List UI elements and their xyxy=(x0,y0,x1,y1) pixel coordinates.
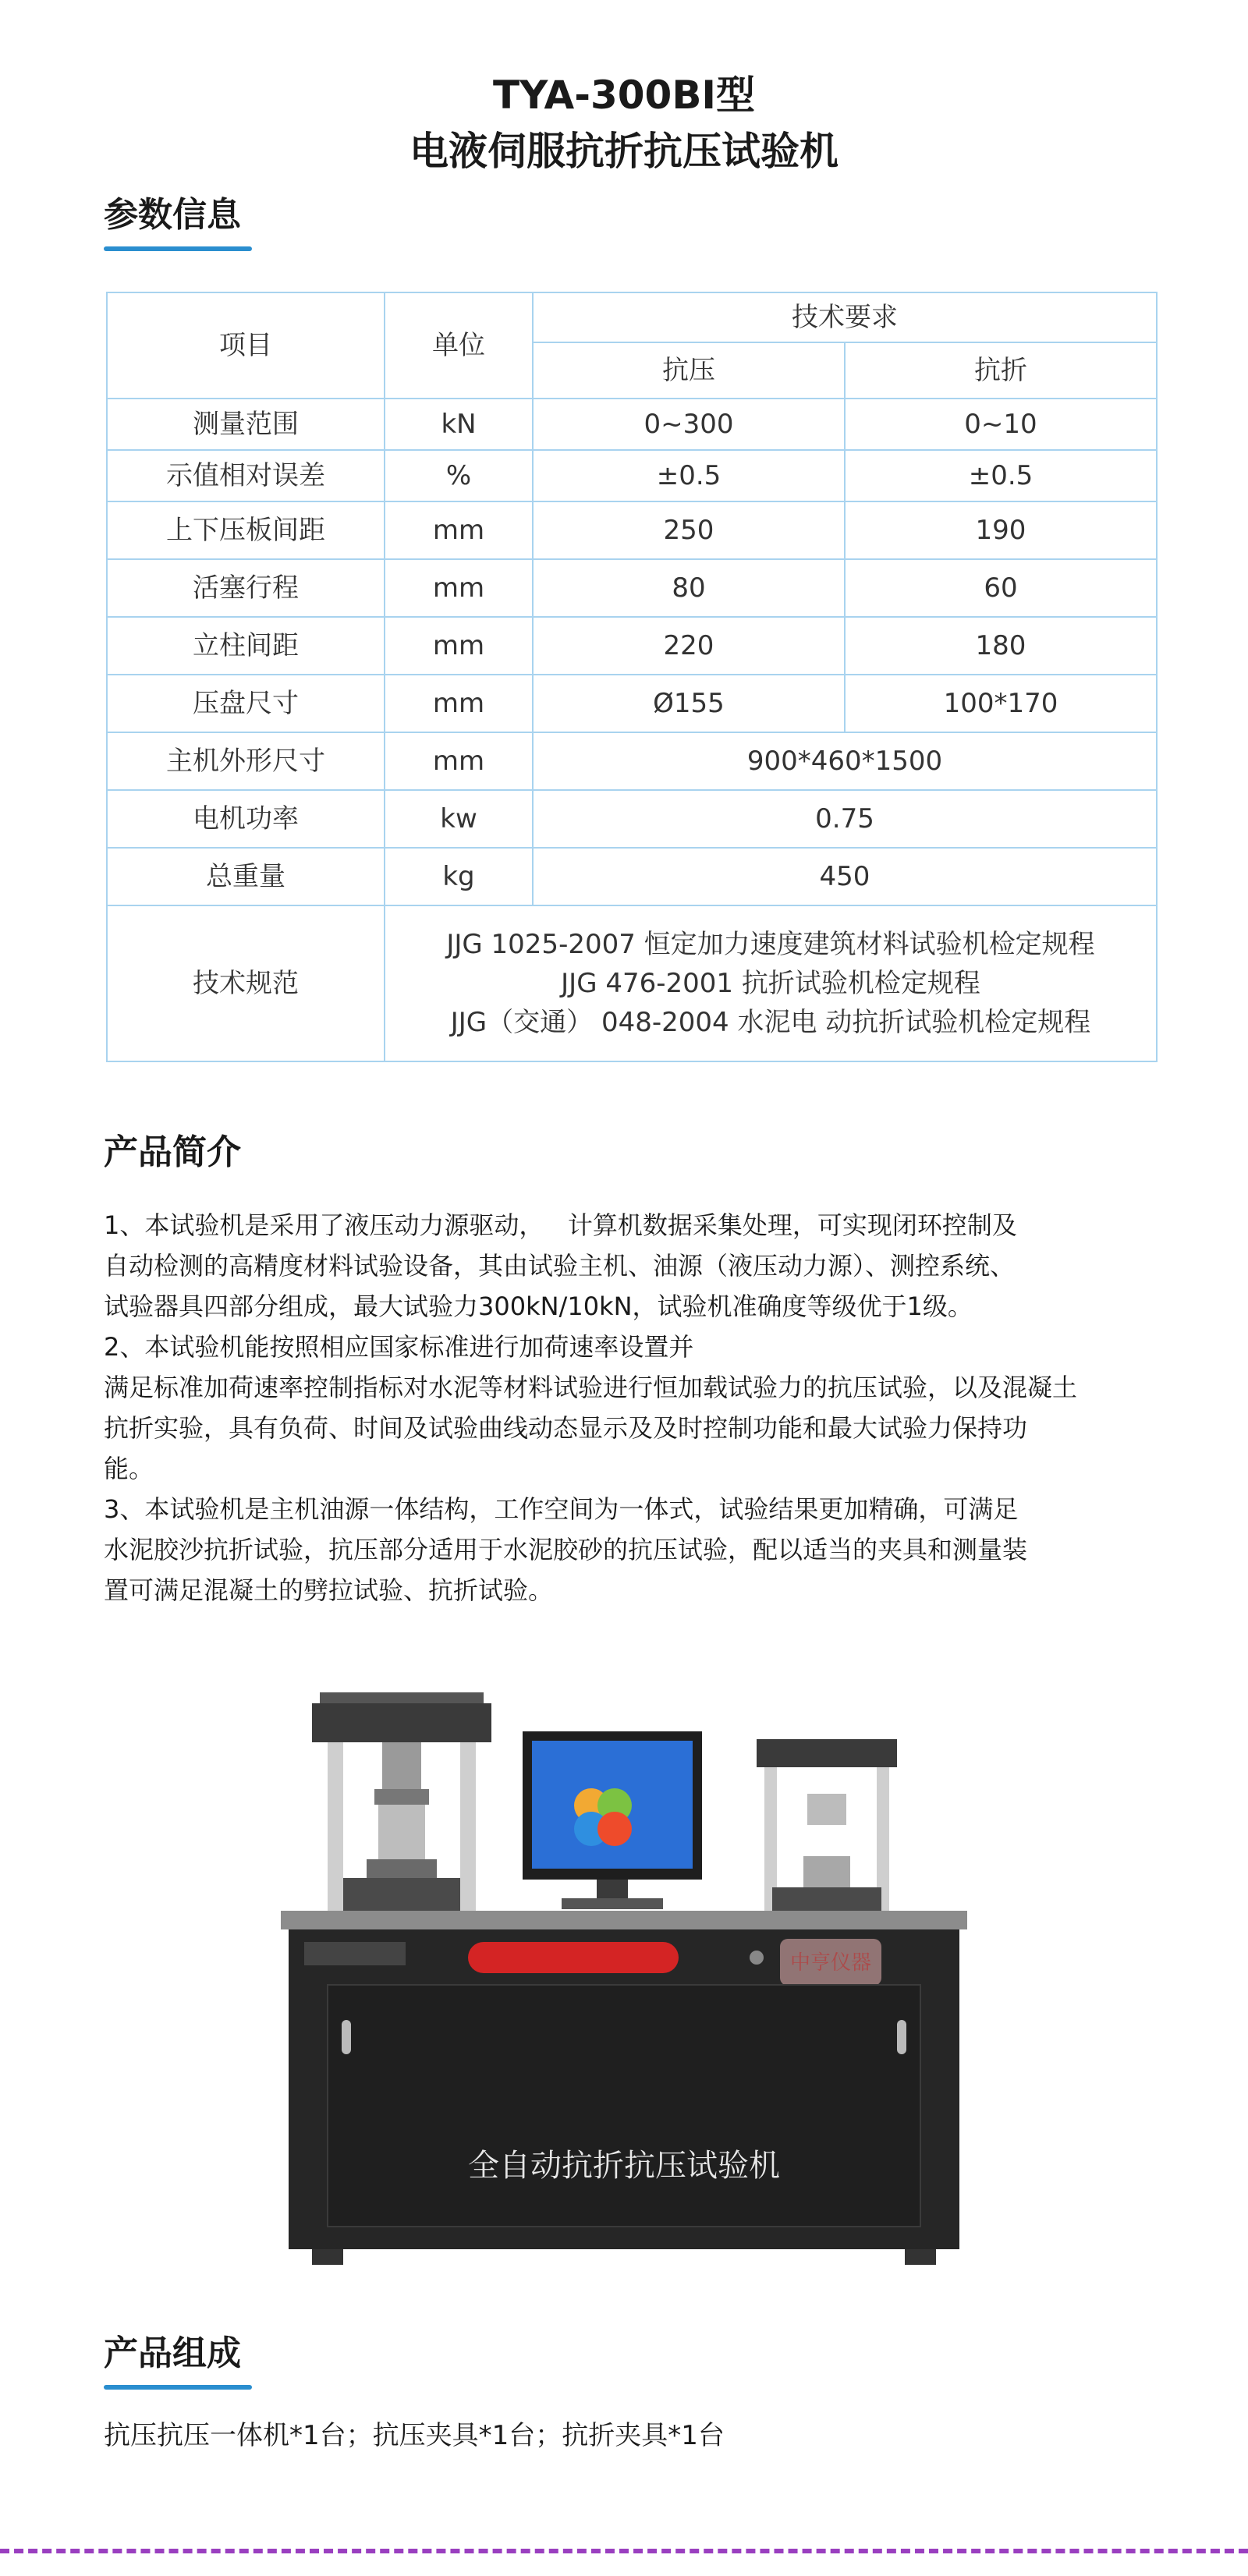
row-item: 测量范围 xyxy=(107,399,385,450)
row-item: 上下压板间距 xyxy=(107,501,385,559)
intro-line: 试验器具四部分组成，最大试验力300kN/10kN，试验机准确度等级优于1级。 xyxy=(104,1292,973,1321)
intro-line: 2、本试验机能按照相应国家标准进行加荷速率设置并 xyxy=(104,1332,694,1362)
section-underline xyxy=(104,246,252,251)
section-heading-parts-text: 产品组成 xyxy=(104,2333,241,2373)
table-row xyxy=(107,732,1157,790)
foot xyxy=(312,2249,343,2265)
table-header-row xyxy=(107,292,1157,342)
row-flex: 60 xyxy=(845,559,1157,617)
section-heading-intro xyxy=(104,1131,241,1175)
row-flex: ±0.5 xyxy=(845,450,1157,501)
spec-table xyxy=(106,292,1158,1062)
cabinet-door xyxy=(328,1985,920,2227)
product-photo xyxy=(265,1677,983,2277)
header-item: 项目 xyxy=(107,292,385,399)
header-unit: 单位 xyxy=(385,292,533,399)
row-item: 示值相对误差 xyxy=(107,450,385,501)
standard-line: JJG（交通） 048-2004 水泥电 动抗折试验机检定规程 xyxy=(450,1007,1091,1038)
intro-line: 能。 xyxy=(104,1454,154,1483)
table-row xyxy=(107,450,1157,501)
row-item: 立柱间距 xyxy=(107,617,385,675)
row-compress: Ø155 xyxy=(533,675,845,732)
row-compress: ±0.5 xyxy=(533,450,845,501)
section-heading-params-text: 参数信息 xyxy=(104,195,241,235)
row-compress: 220 xyxy=(533,617,845,675)
indicator-light xyxy=(750,1951,764,1965)
header-tech: 技术要求 xyxy=(533,292,1157,342)
row-unit: % xyxy=(385,450,533,501)
intro-line: 满足标准加荷速率控制指标对水泥等材料试验进行恒加载试验力的抗压试验，以及混凝土 xyxy=(104,1373,1078,1402)
intro-line: 置可满足混凝土的劈拉试验、抗折试验。 xyxy=(104,1575,554,1605)
row-unit: kg xyxy=(385,848,533,905)
row-flex: 180 xyxy=(845,617,1157,675)
section-underline xyxy=(104,2385,252,2390)
title-model: TYA-300BI型 xyxy=(492,73,756,118)
intro-line: 1、本试验机是采用了液压动力源驱动， 计算机数据采集处理，可实现闭环控制及 xyxy=(104,1210,1017,1240)
door-handle-right xyxy=(897,2020,906,2054)
table-row-standards xyxy=(107,905,1157,1061)
monitor xyxy=(523,1731,702,1909)
parts-list: 抗压抗压一体机*1台；抗压夹具*1台；抗折夹具*1台 xyxy=(104,2420,725,2451)
row-unit: kN xyxy=(385,399,533,450)
intro-line: 自动检测的高精度材料试验设备，其由试验主机、油源（液压动力源）、测控系统、 xyxy=(104,1251,1016,1281)
row-unit: mm xyxy=(385,617,533,675)
row-unit: mm xyxy=(385,732,533,790)
cabinet-top xyxy=(281,1911,967,1929)
row-item: 压盘尺寸 xyxy=(107,675,385,732)
foot xyxy=(905,2249,936,2265)
intro-line: 抗折实验，具有负荷、时间及试验曲线动态显示及及时控制功能和最大试验力保持功 xyxy=(104,1413,1028,1443)
section-heading-parts xyxy=(104,2332,252,2390)
standard-line: JJG 1025-2007 恒定加力速度建筑材料试验机检定规程 xyxy=(446,929,1095,960)
row-compress: 80 xyxy=(533,559,845,617)
intro-line: 3、本试验机是主机油源一体结构，工作空间为一体式，试验结果更加精确，可满足 xyxy=(104,1494,1019,1524)
table-row xyxy=(107,399,1157,450)
row-compress: 250 xyxy=(533,501,845,559)
intro-paragraph xyxy=(104,1205,1153,1610)
compression-frame xyxy=(312,1692,491,1914)
row-item: 技术规范 xyxy=(107,905,385,1061)
table-row xyxy=(107,559,1157,617)
table-row xyxy=(107,790,1157,848)
row-item: 总重量 xyxy=(107,848,385,905)
watermark-stamp-text: 中亨仪器 xyxy=(789,1951,872,1975)
row-item: 主机外形尺寸 xyxy=(107,732,385,790)
intro-line: 水泥胶沙抗折试验，抗压部分适用于水泥胶砂的抗压试验，配以适当的夹具和测量装 xyxy=(104,1535,1028,1564)
title-product-name: 电液伺服抗折抗压试验机 xyxy=(410,129,838,174)
standard-line: JJG 476-2001 抗折试验机检定规程 xyxy=(561,968,980,999)
row-unit: kw xyxy=(385,790,533,848)
row-flex: 100*170 xyxy=(845,675,1157,732)
page-title xyxy=(0,69,1248,181)
row-value: 0.75 xyxy=(533,790,1157,848)
dashed-divider xyxy=(0,2549,1248,2553)
warning-labels xyxy=(304,1942,406,1965)
red-panel xyxy=(468,1942,679,1973)
header-compress: 抗压 xyxy=(533,342,845,399)
row-compress: 0~300 xyxy=(533,399,845,450)
row-unit: mm xyxy=(385,501,533,559)
table-row xyxy=(107,501,1157,559)
row-value: 450 xyxy=(533,848,1157,905)
section-heading-params xyxy=(104,193,252,251)
row-unit: mm xyxy=(385,559,533,617)
row-flex: 0~10 xyxy=(845,399,1157,450)
cabinet-label: 全自动抗折抗压试验机 xyxy=(468,2148,780,2184)
row-value: 900*460*1500 xyxy=(533,732,1157,790)
section-heading-intro-text: 产品简介 xyxy=(104,1132,241,1172)
door-handle-left xyxy=(342,2020,351,2054)
standards-list xyxy=(385,905,1157,1061)
table-row xyxy=(107,848,1157,905)
header-flex: 抗折 xyxy=(845,342,1157,399)
table-row xyxy=(107,675,1157,732)
row-item: 电机功率 xyxy=(107,790,385,848)
row-item: 活塞行程 xyxy=(107,559,385,617)
row-unit: mm xyxy=(385,675,533,732)
flexure-frame xyxy=(757,1739,897,1915)
table-row xyxy=(107,617,1157,675)
row-flex: 190 xyxy=(845,501,1157,559)
